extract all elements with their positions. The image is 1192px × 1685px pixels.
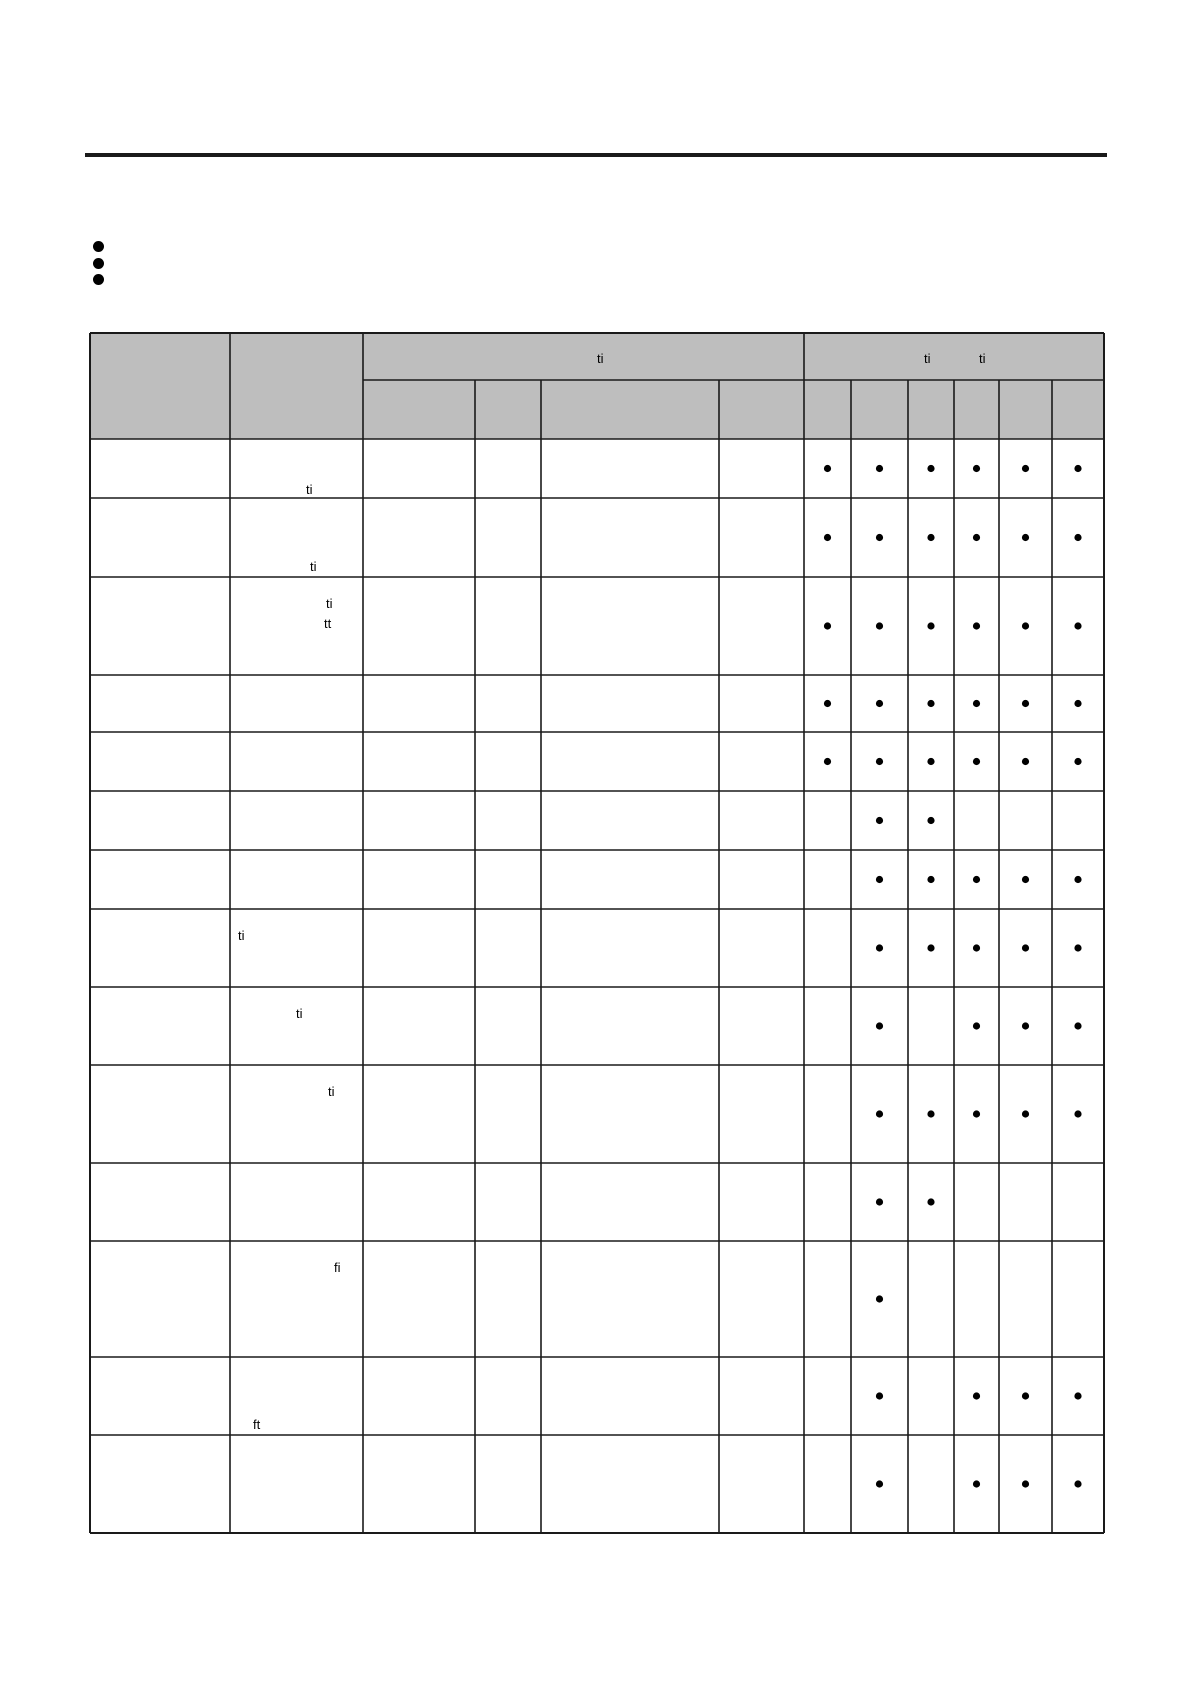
row-2-col-3-dot (927, 534, 934, 541)
row-8-fragment: ti (238, 928, 245, 943)
row-7-col-4-dot (973, 876, 980, 883)
row-1-fragment: ti (306, 482, 313, 497)
row-4-col-5-dot (1022, 700, 1029, 707)
row-7-col-2-dot (876, 876, 883, 883)
row-7-col-5-dot (1022, 876, 1029, 883)
row-10-col-3-dot (927, 1110, 934, 1117)
row-1-col-5-dot (1022, 465, 1029, 472)
row-14-col-2-dot (876, 1480, 883, 1487)
row-3-col-4-dot (973, 622, 980, 629)
row-3-col-3-dot (927, 622, 934, 629)
row-1-col-4-dot (973, 465, 980, 472)
row-14-col-6-dot (1074, 1480, 1081, 1487)
row-10-col-5-dot (1022, 1110, 1029, 1117)
row-12-col-2-dot (876, 1295, 883, 1302)
row-2-col-1-dot (824, 534, 831, 541)
table-dots (824, 465, 1082, 1488)
row-11-col-2-dot (876, 1198, 883, 1205)
row-2-col-5-dot (1022, 534, 1029, 541)
row-7-col-6-dot (1074, 876, 1081, 883)
row-9-col-2-dot (876, 1022, 883, 1029)
row-9-col-5-dot (1022, 1022, 1029, 1029)
row-1-col-3-dot (927, 465, 934, 472)
row-14-col-5-dot (1022, 1480, 1029, 1487)
row-6-col-2-dot (876, 817, 883, 824)
row-5-col-5-dot (1022, 758, 1029, 765)
row-10-col-2-dot (876, 1110, 883, 1117)
row-14-col-4-dot (973, 1480, 980, 1487)
row-7-col-3-dot (927, 876, 934, 883)
row-3-col-1-dot (824, 622, 831, 629)
row-6-col-3-dot (927, 817, 934, 824)
row-4-col-6-dot (1074, 700, 1081, 707)
row-4-col-2-dot (876, 700, 883, 707)
table-header (90, 333, 1104, 439)
row-3-fragment-1: ti (326, 596, 333, 611)
header-group-a-label: ti (597, 351, 604, 366)
row-2-col-4-dot (973, 534, 980, 541)
row-9-col-4-dot (973, 1022, 980, 1029)
row-1-col-2-dot (876, 465, 883, 472)
row-1-col-1-dot (824, 465, 831, 472)
row-13-col-4-dot (973, 1392, 980, 1399)
table-text (238, 351, 986, 1432)
row-2-col-6-dot (1074, 534, 1081, 541)
row-13-col-6-dot (1074, 1392, 1081, 1399)
row-2-col-2-dot (876, 534, 883, 541)
row-3-col-6-dot (1074, 622, 1081, 629)
row-13-col-5-dot (1022, 1392, 1029, 1399)
row-4-col-1-dot (824, 700, 831, 707)
header-fill (90, 333, 1104, 439)
row-9-fragment: ti (296, 1006, 303, 1021)
row-8-col-5-dot (1022, 944, 1029, 951)
row-8-col-3-dot (927, 944, 934, 951)
row-5-col-3-dot (927, 758, 934, 765)
row-13-fragment: ft (253, 1417, 261, 1432)
row-2-fragment: ti (310, 559, 317, 574)
header-group-b-label-1: ti (924, 351, 931, 366)
row-1-col-6-dot (1074, 465, 1081, 472)
row-8-col-6-dot (1074, 944, 1081, 951)
row-5-col-4-dot (973, 758, 980, 765)
row-4-col-3-dot (927, 700, 934, 707)
row-8-col-4-dot (973, 944, 980, 951)
row-11-col-3-dot (927, 1198, 934, 1205)
row-13-col-2-dot (876, 1392, 883, 1399)
row-9-col-6-dot (1074, 1022, 1081, 1029)
row-4-col-4-dot (973, 700, 980, 707)
row-3-col-2-dot (876, 622, 883, 629)
row-5-col-6-dot (1074, 758, 1081, 765)
row-3-col-5-dot (1022, 622, 1029, 629)
row-12-fragment: fi (334, 1260, 341, 1275)
row-5-col-2-dot (876, 758, 883, 765)
row-5-col-1-dot (824, 758, 831, 765)
row-3-fragment-2: tt (324, 616, 332, 631)
row-10-col-6-dot (1074, 1110, 1081, 1117)
row-8-col-2-dot (876, 944, 883, 951)
header-group-b-label-2: ti (979, 351, 986, 366)
row-10-col-4-dot (973, 1110, 980, 1117)
row-10-fragment: ti (328, 1084, 335, 1099)
